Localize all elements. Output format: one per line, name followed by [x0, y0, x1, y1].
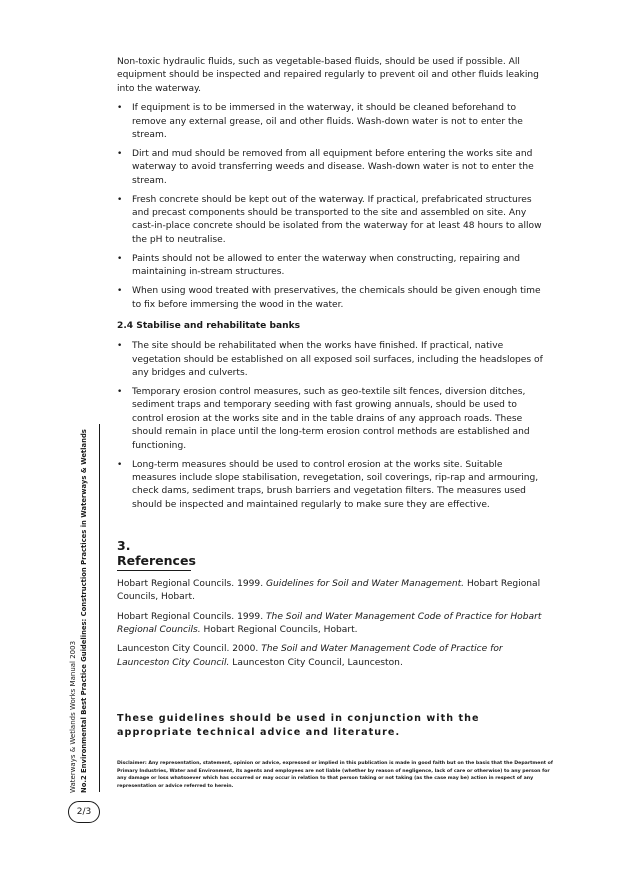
bullet-list-banks [117, 340, 549, 512]
reference-publisher: Hobart Regional Councils, Hobart. [117, 578, 541, 603]
manual-title: Waterways & Wetlands Works Manual 2003 [69, 640, 77, 793]
reference-author: Hobart Regional Councils. 1999. [117, 611, 266, 622]
references-heading: 3. References [117, 538, 191, 571]
list-item: • When using wood treated with preservatives, the chemicals should be given enough time to fix before immersing the wood in the water. [117, 285, 549, 312]
section-heading-stabilise: 2.4 Stabilise and rehabilitate banks [117, 320, 301, 331]
reference-title: The Soil and Water Management Code of Practice for Hobart Regional Councils. [117, 611, 542, 635]
list-item: • Fresh concrete should be kept out of the waterway. If practical, prefabricated structures and precast components should be transported to the site and assembled on site. Any cast-in-place concrete should be isolated from the waterway for at least 48 hours to allow the pH to neutralise. [117, 194, 549, 248]
reference-title: Guidelines for Soil and Water Management. [266, 578, 465, 589]
list-item: • Temporary erosion control measures, such as geo-textile silt fences, diversion ditches, sediment traps and temporary seeding with fast growing annuals, should be used to control erosion at the works site and in the table drains of any approach roads. These should remain in place until the long-term erosion control methods are established and functioning. [117, 386, 549, 453]
reference-publisher: Launceston City Council, Launceston. [229, 657, 403, 668]
reference-publisher: Hobart Regional Councils, Hobart. [200, 624, 358, 635]
reference-author: Launceston City Council. 2000. [117, 644, 262, 655]
list-item: • Paints should not be allowed to enter the waterway when constructing, repairing and maintaining in-stream structures. [117, 253, 549, 280]
guidelines-notice: These guidelines should be used in conjunction with the appropriate technical advice and literature. [117, 713, 480, 738]
intro-paragraph: Non-toxic hydraulic fluids, such as vegetable-based fluids, should be used if possible. All equipment should be inspected and repaired regularly to prevent oil and other fluids leaking into the waterway. [117, 57, 539, 94]
sidebar-divider [99, 424, 100, 792]
list-item: • Dirt and mud should be removed from all equipment before entering the works site and waterway to avoid transferring weeds and disease. Wash-down water is not to enter the stream. [117, 148, 549, 188]
reference-item [117, 611, 549, 638]
reference-author: Hobart Regional Councils. 1999. [117, 578, 266, 589]
main-content [117, 56, 549, 676]
list-item: • If equipment is to be immersed in the waterway, it should be cleaned beforehand to remove any external grease, oil and other fluids. Wash-down water is not to enter the stream. [117, 102, 549, 142]
sidebar-title [68, 333, 98, 793]
list-item: • Long-term measures should be used to control erosion at the works site. Suitable measures include slope stabilisation, revegetation, soil coverings, rip-rap and armouring, check dams, sediment traps, brush barriers and vegetation filters. The measures used should be inspected and maintained regularly to make sure they are effective. [117, 459, 549, 513]
bullet-list-equipment [117, 102, 549, 312]
list-item: • The site should be rehabilitated when the works have finished. If practical, native vegetation should be established on all exposed soil surfaces, including the headslopes of any bridges and culverts. [117, 340, 549, 380]
reference-item [117, 578, 549, 605]
disclaimer: Disclaimer: Any representation, statement, opinion or advice, expressed or implied in this publication is made in good faith but on the basis that the Department of Primary Industries, Water and Environment, its agents and employees are not liable (whether by reason of negligence, lack of care or otherwise) to any person for any damage or loss whatsoever which has occurred or may occur in relation to that person taking or not taking (as the case may be) action in respect of any representation or advice referred to herein. [117, 761, 553, 789]
guideline-title: No.2 Environmental Best Practice Guidelines: Construction Practices in Waterways & Wetlands [80, 429, 88, 793]
reference-item [117, 643, 549, 670]
reference-title: The Soil and Water Management Code of Practice for Launceston City Council. [117, 644, 503, 668]
page-number-badge: 2/3 [68, 801, 100, 823]
